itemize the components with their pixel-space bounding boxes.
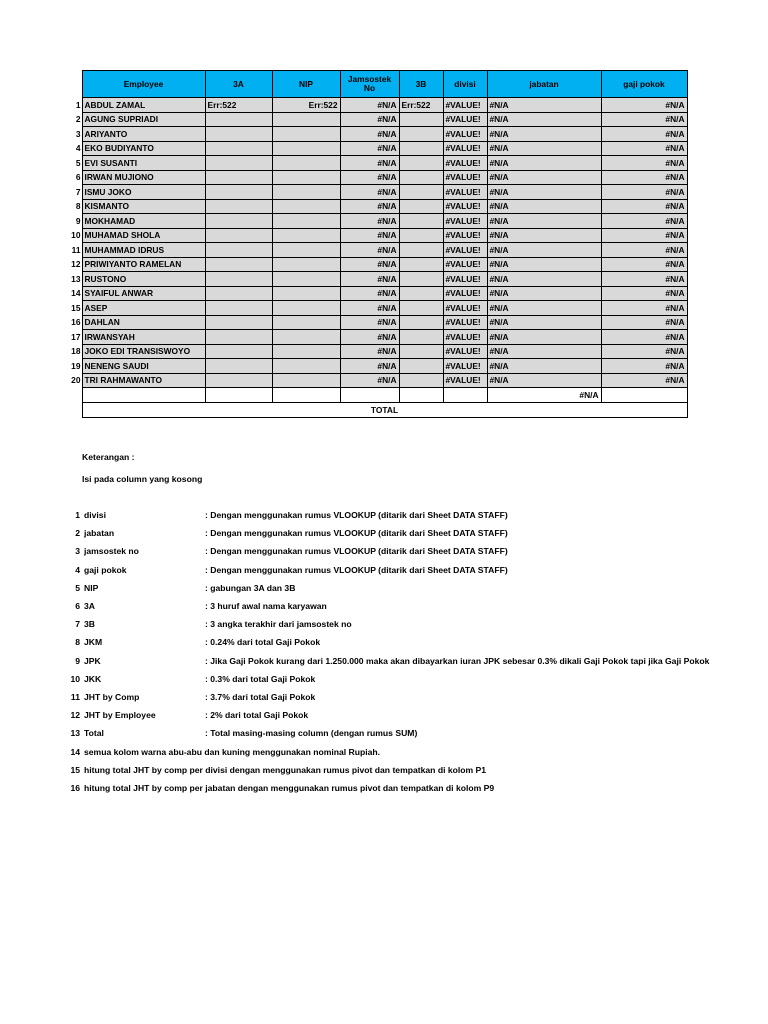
table-row [60, 228, 687, 243]
note-label: gaji pokok [84, 564, 127, 575]
cell-gaji-pokok[interactable]: #N/A [601, 344, 687, 359]
note-label: 3B [84, 619, 95, 630]
header-corner [60, 71, 82, 98]
note-description: : Dengan menggunakan rumus VLOOKUP (ditarik dari Sheet DATA STAFF) [205, 546, 508, 557]
cell-nip[interactable] [272, 127, 340, 142]
note-label: NIP [84, 582, 99, 593]
cell-3a[interactable] [205, 301, 272, 316]
cell-3b[interactable] [399, 214, 443, 229]
cell-jamsostek[interactable]: #N/A [340, 170, 399, 185]
cell-jamsostek[interactable]: #N/A [340, 315, 399, 330]
cell-divisi[interactable]: #VALUE! [443, 112, 487, 127]
extra-row [60, 388, 687, 403]
note-item [60, 583, 295, 593]
cell-3a[interactable] [205, 127, 272, 142]
cell-jamsostek[interactable]: #N/A [340, 286, 399, 301]
cell-divisi[interactable]: #VALUE! [443, 272, 487, 287]
table-row [60, 373, 687, 388]
cell-jamsostek[interactable]: #N/A [340, 127, 399, 142]
table-row [60, 141, 687, 156]
cell-jamsostek[interactable]: #N/A [340, 98, 399, 113]
cell-jabatan[interactable]: #N/A [487, 185, 601, 200]
note-number: 13 [70, 728, 80, 739]
note-description: : 0.3% dari total Gaji Pokok [205, 673, 316, 684]
cell-gaji-pokok[interactable]: #N/A [601, 272, 687, 287]
cell-3b[interactable] [399, 127, 443, 142]
note-label: jamsostek no [84, 546, 139, 557]
notes-subtitle: Isi pada column yang kosong [82, 474, 203, 484]
table-row [60, 112, 687, 127]
row-number [60, 402, 82, 417]
note-label: jabatan [84, 528, 115, 539]
cell-divisi[interactable]: #VALUE! [443, 301, 487, 316]
note-item [60, 692, 315, 702]
cell-nip[interactable] [272, 286, 340, 301]
cell-divisi[interactable]: #VALUE! [443, 185, 487, 200]
cell-jabatan[interactable]: #N/A [487, 156, 601, 171]
note-item [60, 637, 320, 647]
note-description: hitung total JHT by comp per jabatan dengan menggunakan rumus pivot dan tempatkan di kolom P9 [84, 783, 495, 793]
cell-nip[interactable]: Err:522 [272, 98, 340, 113]
note-description: : Dengan menggunakan rumus VLOOKUP (ditarik dari Sheet DATA STAFF) [205, 510, 508, 520]
cell-3a[interactable] [205, 359, 272, 374]
row-number: 17 [60, 330, 82, 345]
header-jabatan[interactable]: jabatan [487, 71, 601, 98]
row-number: 6 [60, 170, 82, 185]
cell-employee[interactable]: MUHAMAD SHOLA [82, 228, 205, 243]
total-label[interactable]: TOTAL [82, 402, 687, 417]
cell-3b[interactable] [399, 170, 443, 185]
cell-3b[interactable] [399, 373, 443, 388]
cell-3b[interactable] [399, 330, 443, 345]
table-row [60, 156, 687, 171]
cell-nip[interactable] [272, 301, 340, 316]
cell-3b[interactable] [399, 359, 443, 374]
cell-jabatan[interactable]: #N/A [487, 98, 601, 113]
employee-table [60, 70, 688, 418]
note-item [60, 528, 508, 538]
table-body [60, 98, 687, 388]
header-3a[interactable]: 3A [205, 71, 272, 98]
cell-gaji-pokok[interactable] [601, 388, 687, 403]
row-number: 5 [60, 156, 82, 171]
cell-jabatan[interactable]: #N/A [487, 344, 601, 359]
cell-gaji-pokok[interactable]: #N/A [601, 170, 687, 185]
row-number: 8 [60, 199, 82, 214]
row-number: 15 [60, 301, 82, 316]
cell-nip[interactable] [272, 243, 340, 258]
note-label: Total [84, 728, 104, 739]
note-item [60, 565, 508, 575]
note-number: 4 [75, 564, 80, 575]
cell-jamsostek[interactable]: #N/A [340, 199, 399, 214]
cell-gaji-pokok[interactable]: #N/A [601, 301, 687, 316]
cell-employee[interactable]: JOKO EDI TRANSISWOYO [82, 344, 205, 359]
table-row [60, 315, 687, 330]
table-row [60, 243, 687, 258]
cell-jabatan[interactable]: #N/A [487, 170, 601, 185]
cell-nip[interactable] [272, 228, 340, 243]
cell-3a[interactable]: Err:522 [205, 98, 272, 113]
row-number: 13 [60, 272, 82, 287]
cell-jamsostek[interactable]: #N/A [340, 228, 399, 243]
cell-employee[interactable]: ISMU JOKO [82, 185, 205, 200]
cell-3b[interactable] [399, 112, 443, 127]
note-label: divisi [84, 510, 106, 520]
cell-jabatan[interactable]: #N/A [487, 286, 601, 301]
note-label: JHT by Employee [84, 710, 156, 721]
row-number: 10 [60, 228, 82, 243]
cell-jamsostek[interactable]: #N/A [340, 344, 399, 359]
cell-divisi[interactable]: #VALUE! [443, 359, 487, 374]
cell-jabatan[interactable]: #N/A [487, 243, 601, 258]
table-row [60, 286, 687, 301]
cell-3b[interactable] [399, 272, 443, 287]
cell-jamsostek[interactable]: #N/A [340, 301, 399, 316]
cell-3a[interactable] [205, 156, 272, 171]
cell-divisi[interactable]: #VALUE! [443, 315, 487, 330]
cell-gaji-pokok[interactable]: #N/A [601, 214, 687, 229]
cell-employee[interactable]: KISMANTO [82, 199, 205, 214]
cell-divisi[interactable]: #VALUE! [443, 286, 487, 301]
cell-gaji-pokok[interactable]: #N/A [601, 315, 687, 330]
cell-jabatan[interactable]: #N/A [487, 373, 601, 388]
cell-divisi[interactable]: #VALUE! [443, 330, 487, 345]
cell-employee[interactable]: AGUNG SUPRIADI [82, 112, 205, 127]
cell-employee[interactable]: RUSTONO [82, 272, 205, 287]
cell-3b[interactable] [399, 199, 443, 214]
cell-nip[interactable] [272, 141, 340, 156]
table-row [60, 170, 687, 185]
table-row [60, 301, 687, 316]
cell-jabatan[interactable]: #N/A [487, 112, 601, 127]
note-number: 1 [75, 510, 80, 520]
cell-jamsostek[interactable]: #N/A [340, 272, 399, 287]
cell-nip[interactable] [272, 315, 340, 330]
cell-jabatan[interactable]: #N/A [487, 228, 601, 243]
cell-jabatan[interactable]: #N/A [487, 141, 601, 156]
table-row [60, 98, 687, 113]
cell-nip[interactable] [272, 257, 340, 272]
cell-employee[interactable]: MUHAMMAD IDRUS [82, 243, 205, 258]
header-jamsostek-no[interactable]: Jamsostek No [340, 71, 399, 98]
note-label: JKM [84, 637, 103, 648]
cell-divisi[interactable]: #VALUE! [443, 228, 487, 243]
cell-employee[interactable]: EKO BUDIYANTO [82, 141, 205, 156]
cell-gaji-pokok[interactable]: #N/A [601, 228, 687, 243]
cell-jamsostek[interactable]: #N/A [340, 141, 399, 156]
table-row [60, 214, 687, 229]
cell-jabatan[interactable]: #N/A [487, 257, 601, 272]
note-item [60, 619, 352, 629]
row-number: 1 [60, 98, 82, 113]
cell-3a[interactable] [205, 286, 272, 301]
cell-jabatan[interactable]: #N/A [487, 301, 601, 316]
cell-nip[interactable] [272, 359, 340, 374]
cell-gaji-pokok[interactable]: #N/A [601, 98, 687, 113]
cell-3a[interactable] [205, 315, 272, 330]
note-description: : Jika Gaji Pokok kurang dari 1.250.000 maka akan dibayarkan iuran JPK sebesar 0.3% dikali Gaji Pokok tapi jika Gaji Pokok [205, 655, 710, 666]
note-number: 15 [70, 764, 80, 775]
note-description: : Total masing-masing column (dengan rumus SUM) [205, 728, 418, 739]
note-item [60, 710, 308, 720]
cell-3a[interactable] [205, 185, 272, 200]
cell-employee[interactable]: DAHLAN [82, 315, 205, 330]
cell-3a[interactable] [205, 257, 272, 272]
total-row [60, 402, 687, 417]
note-item [60, 601, 327, 611]
cell-3a[interactable] [205, 112, 272, 127]
note-number: 12 [70, 710, 80, 721]
cell-gaji-pokok[interactable]: #N/A [601, 141, 687, 156]
note-item [60, 728, 417, 738]
cell-employee[interactable]: ARIYANTO [82, 127, 205, 142]
cell-divisi[interactable]: #VALUE! [443, 127, 487, 142]
cell-divisi[interactable]: #VALUE! [443, 98, 487, 113]
row-number: 14 [60, 286, 82, 301]
cell-3a[interactable] [205, 373, 272, 388]
table-row [60, 257, 687, 272]
cell-gaji-pokok[interactable]: #N/A [601, 112, 687, 127]
note-item [60, 783, 494, 793]
cell-3b[interactable] [399, 156, 443, 171]
cell-nip[interactable] [272, 388, 340, 403]
row-number: 20 [60, 373, 82, 388]
cell-3b[interactable] [399, 301, 443, 316]
cell-nip[interactable] [272, 185, 340, 200]
cell-3b[interactable] [399, 228, 443, 243]
cell-jamsostek[interactable]: #N/A [340, 214, 399, 229]
note-description: : gabungan 3A dan 3B [205, 582, 296, 593]
cell-jabatan[interactable]: #N/A [487, 388, 601, 403]
row-number: 9 [60, 214, 82, 229]
table-row [60, 359, 687, 374]
cell-3b[interactable]: Err:522 [399, 98, 443, 113]
row-number: 16 [60, 315, 82, 330]
note-description: : 3.7% dari total Gaji Pokok [205, 692, 316, 702]
cell-gaji-pokok[interactable]: #N/A [601, 373, 687, 388]
cell-3b[interactable] [399, 141, 443, 156]
note-number: 7 [75, 619, 80, 630]
row-number: 7 [60, 185, 82, 200]
row-number: 18 [60, 344, 82, 359]
note-description: : 3 angka terakhir dari jamsostek no [205, 619, 352, 630]
row-number: 12 [60, 257, 82, 272]
cell-jabatan[interactable]: #N/A [487, 127, 601, 142]
row-number: 2 [60, 112, 82, 127]
cell-employee[interactable]: IRWAN MUJIONO [82, 170, 205, 185]
note-description: hitung total JHT by comp per divisi dengan menggunakan rumus pivot dan tempatkan di kolom P1 [84, 764, 487, 775]
note-label: JKK [84, 673, 102, 684]
row-number: 3 [60, 127, 82, 142]
cell-nip[interactable] [272, 373, 340, 388]
cell-gaji-pokok[interactable]: #N/A [601, 127, 687, 142]
row-number [60, 388, 82, 403]
cell-3a[interactable] [205, 141, 272, 156]
note-number: 9 [75, 655, 80, 666]
cell-3a[interactable] [205, 214, 272, 229]
cell-3b[interactable] [399, 388, 443, 403]
note-number: 3 [75, 546, 80, 557]
cell-employee[interactable]: MOKHAMAD [82, 214, 205, 229]
header-row [60, 71, 687, 98]
note-number: 2 [75, 528, 80, 539]
cell-gaji-pokok[interactable]: #N/A [601, 243, 687, 258]
cell-employee[interactable]: PRIWIYANTO RAMELAN [82, 257, 205, 272]
cell-3a[interactable] [205, 199, 272, 214]
note-number: 8 [75, 637, 80, 648]
cell-employee[interactable]: SYAIFUL ANWAR [82, 286, 205, 301]
cell-3b[interactable] [399, 315, 443, 330]
cell-jamsostek[interactable]: #N/A [340, 156, 399, 171]
cell-3a[interactable] [205, 243, 272, 258]
cell-3b[interactable] [399, 286, 443, 301]
cell-jabatan[interactable]: #N/A [487, 272, 601, 287]
note-description: semua kolom warna abu-abu dan kuning menggunakan nominal Rupiah. [84, 746, 381, 757]
cell-nip[interactable] [272, 214, 340, 229]
note-number: 6 [75, 601, 80, 611]
cell-jabatan[interactable]: #N/A [487, 359, 601, 374]
cell-gaji-pokok[interactable]: #N/A [601, 199, 687, 214]
cell-3a[interactable] [205, 170, 272, 185]
cell-employee[interactable] [82, 388, 205, 403]
note-number: 5 [75, 582, 80, 593]
cell-divisi[interactable]: #VALUE! [443, 141, 487, 156]
note-description: : Dengan menggunakan rumus VLOOKUP (ditarik dari Sheet DATA STAFF) [205, 564, 508, 575]
cell-divisi[interactable]: #VALUE! [443, 199, 487, 214]
cell-3a[interactable] [205, 228, 272, 243]
cell-gaji-pokok[interactable]: #N/A [601, 359, 687, 374]
cell-jabatan[interactable]: #N/A [487, 214, 601, 229]
cell-jamsostek[interactable]: #N/A [340, 112, 399, 127]
cell-nip[interactable] [272, 344, 340, 359]
cell-divisi[interactable]: #VALUE! [443, 373, 487, 388]
cell-3a[interactable] [205, 344, 272, 359]
cell-employee[interactable]: NENENG SAUDI [82, 359, 205, 374]
note-description: : Dengan menggunakan rumus VLOOKUP (ditarik dari Sheet DATA STAFF) [205, 528, 508, 539]
note-item [60, 765, 486, 775]
cell-3a[interactable] [205, 388, 272, 403]
cell-divisi[interactable]: #VALUE! [443, 243, 487, 258]
cell-3b[interactable] [399, 257, 443, 272]
note-description: : 0.24% dari total Gaji Pokok [205, 637, 321, 648]
note-item [60, 656, 709, 666]
note-item [60, 674, 315, 684]
table-row [60, 330, 687, 345]
cell-divisi[interactable]: #VALUE! [443, 170, 487, 185]
note-label: 3A [84, 601, 95, 611]
cell-jabatan[interactable]: #N/A [487, 199, 601, 214]
cell-3b[interactable] [399, 344, 443, 359]
cell-divisi[interactable]: #VALUE! [443, 344, 487, 359]
cell-employee[interactable]: EVI SUSANTI [82, 156, 205, 171]
header-employee[interactable]: Employee [82, 71, 205, 98]
cell-employee[interactable]: ABDUL ZAMAL [82, 98, 205, 113]
cell-jamsostek[interactable] [340, 388, 399, 403]
cell-nip[interactable] [272, 330, 340, 345]
cell-employee[interactable]: ASEP [82, 301, 205, 316]
cell-jamsostek[interactable]: #N/A [340, 359, 399, 374]
header-divisi[interactable]: divisi [443, 71, 487, 98]
note-number: 11 [70, 692, 80, 702]
cell-employee[interactable]: IRWANSYAH [82, 330, 205, 345]
cell-3b[interactable] [399, 243, 443, 258]
table-row [60, 272, 687, 287]
cell-jabatan[interactable]: #N/A [487, 330, 601, 345]
header-nip[interactable]: NIP [272, 71, 340, 98]
cell-nip[interactable] [272, 156, 340, 171]
table-row [60, 185, 687, 200]
cell-divisi[interactable]: #VALUE! [443, 214, 487, 229]
cell-divisi[interactable] [443, 388, 487, 403]
note-label: JPK [84, 655, 101, 666]
cell-jamsostek[interactable]: #N/A [340, 373, 399, 388]
note-number: 14 [70, 746, 80, 757]
cell-gaji-pokok[interactable]: #N/A [601, 185, 687, 200]
note-number: 16 [70, 783, 80, 793]
note-number: 10 [70, 673, 80, 684]
note-description: : 2% dari total Gaji Pokok [205, 710, 309, 721]
cell-gaji-pokok[interactable]: #N/A [601, 286, 687, 301]
cell-gaji-pokok[interactable]: #N/A [601, 257, 687, 272]
table-row [60, 199, 687, 214]
cell-3b[interactable] [399, 185, 443, 200]
cell-gaji-pokok[interactable]: #N/A [601, 156, 687, 171]
note-item [60, 510, 508, 520]
cell-gaji-pokok[interactable]: #N/A [601, 330, 687, 345]
cell-divisi[interactable]: #VALUE! [443, 156, 487, 171]
row-number: 19 [60, 359, 82, 374]
cell-jabatan[interactable]: #N/A [487, 315, 601, 330]
row-number: 4 [60, 141, 82, 156]
note-item [60, 747, 380, 757]
cell-divisi[interactable]: #VALUE! [443, 257, 487, 272]
note-item [60, 546, 508, 556]
cell-3a[interactable] [205, 330, 272, 345]
notes-title: Keterangan : [82, 452, 135, 462]
note-label: JHT by Comp [84, 692, 140, 702]
cell-jamsostek[interactable]: #N/A [340, 243, 399, 258]
cell-3a[interactable] [205, 272, 272, 287]
note-description: : 3 huruf awal nama karyawan [205, 601, 327, 611]
table-row [60, 344, 687, 359]
cell-employee[interactable]: TRI RAHMAWANTO [82, 373, 205, 388]
cell-jamsostek[interactable]: #N/A [340, 257, 399, 272]
cell-nip[interactable] [272, 272, 340, 287]
spreadsheet [60, 70, 688, 418]
cell-nip[interactable] [272, 112, 340, 127]
cell-nip[interactable] [272, 199, 340, 214]
table-row [60, 127, 687, 142]
row-number: 11 [60, 243, 82, 258]
cell-nip[interactable] [272, 170, 340, 185]
cell-jamsostek[interactable]: #N/A [340, 330, 399, 345]
header-3b[interactable]: 3B [399, 71, 443, 98]
cell-jamsostek[interactable]: #N/A [340, 185, 399, 200]
header-gaji-pokok[interactable]: gaji pokok [601, 71, 687, 98]
